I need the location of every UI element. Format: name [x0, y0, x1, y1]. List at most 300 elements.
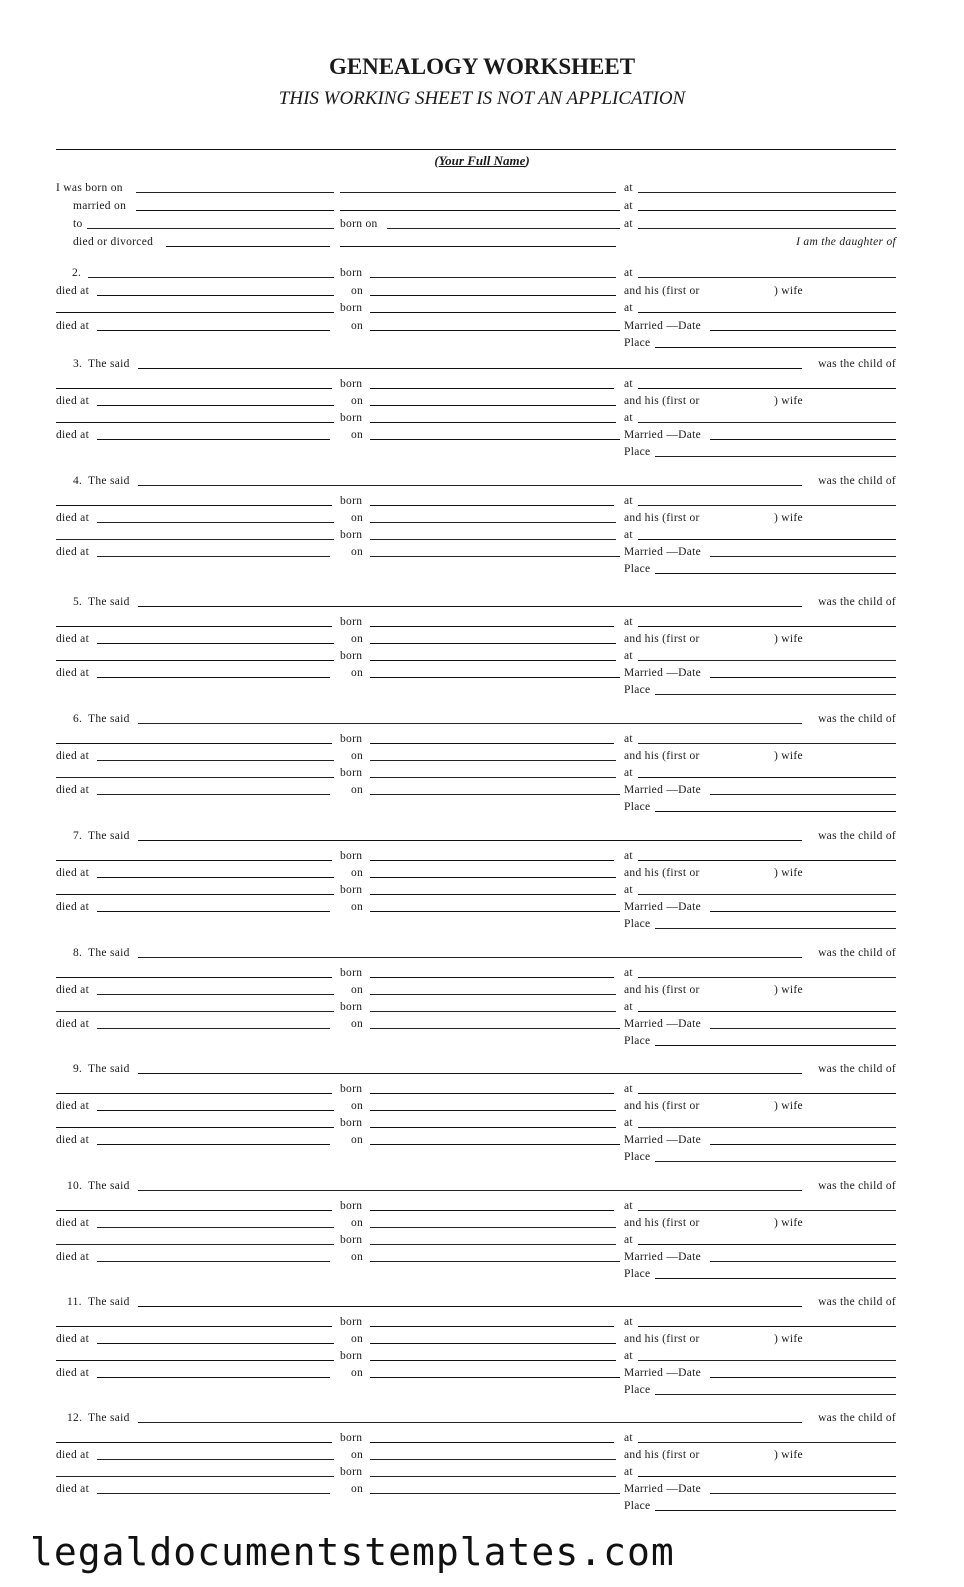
gen-mother-name-field[interactable] — [56, 1476, 334, 1477]
on-label: on — [351, 901, 364, 913]
gen-marriage-date-field[interactable] — [710, 794, 896, 795]
gen-mother-death-date-field[interactable] — [370, 1028, 620, 1029]
born-label: born — [340, 850, 363, 862]
gen-wife-birth-place-field[interactable] — [638, 312, 896, 313]
at-label: at — [624, 967, 633, 979]
on-label: on — [351, 867, 364, 879]
at-label: at — [624, 1350, 633, 1362]
wife-label: ) wife — [774, 984, 803, 996]
born-label: born — [340, 302, 363, 314]
birth-date-field[interactable] — [136, 192, 334, 193]
gen-number: 7. — [73, 830, 83, 842]
first-or-label: and his (first or — [624, 750, 700, 762]
gen-father-death-place-field[interactable] — [97, 877, 334, 878]
at-label: at — [624, 1083, 633, 1095]
child-of-label: was the child of — [818, 475, 896, 487]
place-label: Place — [624, 1268, 651, 1280]
full-name-line[interactable] — [56, 149, 896, 150]
at-label: at — [624, 1234, 633, 1246]
gen-marriage-place-field[interactable] — [655, 573, 896, 574]
died-at-label: died at — [56, 512, 90, 524]
gen-death-date-field[interactable] — [370, 295, 616, 296]
gen-father-death-date-field[interactable] — [370, 877, 616, 878]
gen-marriage-place-field[interactable] — [655, 1278, 896, 1279]
gen-birth-place-field[interactable] — [638, 277, 896, 278]
at-label: at — [624, 267, 633, 279]
watermark: legaldocumentstemplates.com — [30, 1530, 675, 1574]
gen-father-name-field[interactable] — [56, 977, 332, 978]
first-or-label: and his (first or — [624, 1100, 700, 1112]
on-label: on — [351, 784, 364, 796]
married-date-label: Married —Date — [624, 320, 702, 332]
gen-father-birth-date-field[interactable] — [370, 1442, 614, 1443]
gen-marriage-date-field[interactable] — [710, 677, 896, 678]
died-at-label: died at — [56, 1134, 90, 1146]
place-label: Place — [624, 563, 651, 575]
gen-number: 8. — [73, 947, 83, 959]
gen-marriage-place-field[interactable] — [655, 1394, 896, 1395]
died-at-label: died at — [56, 1018, 90, 1030]
gen-mother-birth-date-field[interactable] — [370, 1476, 616, 1477]
married-date-label: Married —Date — [624, 1367, 702, 1379]
gen-mother-death-place-field[interactable] — [97, 1493, 330, 1494]
gen-mother-death-date-field[interactable] — [370, 794, 620, 795]
died-at-label: died at — [56, 1217, 90, 1229]
gen-father-birth-date-field[interactable] — [370, 626, 614, 627]
gen-mother-birth-date-field[interactable] — [370, 894, 616, 895]
born-label: born — [340, 1350, 363, 1362]
first-or-label: and his (first or — [624, 633, 700, 645]
marriage-date-field[interactable] — [136, 210, 334, 211]
gen-marriage-place-field[interactable] — [655, 347, 896, 348]
gen-mother-birth-place-field[interactable] — [638, 777, 896, 778]
died-at-label: died at — [56, 546, 90, 558]
gen-mother-death-date-field[interactable] — [370, 1261, 620, 1262]
gen-person-name-field[interactable] — [138, 1422, 802, 1423]
gen-father-birth-date-field[interactable] — [370, 505, 614, 506]
spouse-birth-date-field[interactable] — [387, 228, 620, 229]
born-label: born — [340, 1234, 363, 1246]
married-date-label: Married —Date — [624, 667, 702, 679]
the-said-label: The said — [88, 1296, 130, 1308]
born-label: born — [340, 1200, 363, 1212]
at-label: at — [624, 1117, 633, 1129]
gen-person-name-field[interactable] — [138, 723, 802, 724]
on-label: on — [351, 546, 364, 558]
at-label: at — [624, 1200, 633, 1212]
gen-mother-death-date-field[interactable] — [370, 1144, 620, 1145]
gen-father-name-field[interactable] — [56, 743, 332, 744]
gen-mother-death-place-field[interactable] — [97, 556, 330, 557]
gen-wife-name-field[interactable] — [56, 312, 334, 313]
died-at-label: died at — [56, 1251, 90, 1263]
gen-person-name-field[interactable] — [138, 1073, 802, 1074]
on-label: on — [351, 633, 364, 645]
gen-father-death-place-field[interactable] — [97, 522, 334, 523]
gen-father-birth-date-field[interactable] — [370, 977, 614, 978]
gen-father-birth-date-field[interactable] — [370, 743, 614, 744]
gen-mother-death-place-field[interactable] — [97, 1028, 330, 1029]
born-label: born — [340, 495, 363, 507]
died-at-label: died at — [56, 1483, 90, 1495]
gen-number: 5. — [73, 596, 83, 608]
gen-father-name-field[interactable] — [56, 1442, 332, 1443]
page-subtitle: THIS WORKING SHEET IS NOT AN APPLICATION — [278, 88, 686, 109]
gen-marriage-place-field[interactable] — [655, 1510, 896, 1511]
on-label: on — [351, 1100, 364, 1112]
the-said-label: The said — [88, 1412, 130, 1424]
gen-father-name-field[interactable] — [56, 626, 332, 627]
gen-number: 2. — [72, 267, 82, 279]
spouse-born-on-label: born on — [340, 218, 378, 230]
the-said-label: The said — [88, 830, 130, 842]
on-label: on — [351, 1449, 364, 1461]
born-label: born — [340, 1432, 363, 1444]
gen-marriage-place-field[interactable] — [655, 1161, 896, 1162]
first-or-label: and his (first or — [624, 512, 700, 524]
to-label: to — [73, 218, 83, 230]
gen-father-birth-place-field[interactable] — [638, 1442, 896, 1443]
gen-mother-birth-date-field[interactable] — [370, 1244, 616, 1245]
gen-mother-birth-date-field[interactable] — [370, 422, 616, 423]
on-label: on — [351, 750, 364, 762]
wife-label: ) wife — [774, 633, 803, 645]
first-or-label: and his (first or — [624, 867, 700, 879]
gen-father-death-date-field[interactable] — [370, 405, 616, 406]
gen-father-birth-place-field[interactable] — [638, 743, 896, 744]
died-or-divorced-field[interactable] — [166, 246, 330, 247]
gen-father-death-date-field[interactable] — [370, 643, 616, 644]
gen-mother-death-place-field[interactable] — [97, 794, 330, 795]
gen-marriage-date-field[interactable] — [710, 330, 896, 331]
born-label: born — [340, 378, 363, 390]
died-at-label: died at — [56, 633, 90, 645]
gen-father-death-date-field[interactable] — [370, 1110, 616, 1111]
first-or-label: and his (first or — [624, 395, 700, 407]
on-label: on — [351, 984, 364, 996]
gen-person-name-field[interactable] — [88, 277, 334, 278]
on-label: on — [351, 1483, 364, 1495]
gen-father-death-place-field[interactable] — [97, 1110, 334, 1111]
gen-marriage-date-field[interactable] — [710, 1261, 896, 1262]
wife-label: ) wife — [774, 512, 803, 524]
gen-marriage-date-field[interactable] — [710, 556, 896, 557]
gen-father-death-date-field[interactable] — [370, 1343, 616, 1344]
born-label: born — [340, 1117, 363, 1129]
gen-marriage-date-field[interactable] — [710, 1028, 896, 1029]
married-date-label: Married —Date — [624, 1483, 702, 1495]
gen-mother-birth-place-field[interactable] — [638, 1011, 896, 1012]
caption-text: Your Full Name — [438, 153, 526, 168]
died-at-label: died at — [56, 1333, 90, 1345]
wife-label: ) wife — [774, 395, 803, 407]
gen-person-name-field[interactable] — [138, 840, 802, 841]
on-label: on — [351, 512, 364, 524]
full-name-caption — [0, 153, 964, 169]
birth-at-label: at — [624, 182, 633, 194]
child-of-label: was the child of — [818, 830, 896, 842]
the-said-label: The said — [88, 596, 130, 608]
born-label: born — [340, 412, 363, 424]
gen-wife-death-date-field[interactable] — [370, 330, 620, 331]
marriage-place-field[interactable] — [638, 210, 896, 211]
gen-mother-birth-place-field[interactable] — [638, 1476, 896, 1477]
gen-mother-name-field[interactable] — [56, 1127, 334, 1128]
gen-mother-death-date-field[interactable] — [370, 439, 620, 440]
gen-father-death-date-field[interactable] — [370, 1227, 616, 1228]
gen-marriage-place-field[interactable] — [655, 928, 896, 929]
the-said-label: The said — [88, 1180, 130, 1192]
gen-mother-name-field[interactable] — [56, 1244, 334, 1245]
gen-mother-birth-date-field[interactable] — [370, 539, 616, 540]
gen-father-death-place-field[interactable] — [97, 643, 334, 644]
gen-mother-name-field[interactable] — [56, 1360, 334, 1361]
gen-father-death-place-field[interactable] — [97, 405, 334, 406]
child-of-label: was the child of — [818, 358, 896, 370]
at-label: at — [624, 767, 633, 779]
gen-marriage-date-field[interactable] — [710, 1493, 896, 1494]
gen-person-name-field[interactable] — [138, 606, 802, 607]
gen-mother-death-date-field[interactable] — [370, 1493, 620, 1494]
gen-mother-name-field[interactable] — [56, 660, 334, 661]
gen-mother-birth-date-field[interactable] — [370, 660, 616, 661]
the-said-label: The said — [88, 475, 130, 487]
gen-wife-death-place-field[interactable] — [97, 330, 330, 331]
first-or-label: and his (first or — [624, 984, 700, 996]
married-date-label: Married —Date — [624, 901, 702, 913]
gen-mother-birth-place-field[interactable] — [638, 1360, 896, 1361]
gen-father-birth-date-field[interactable] — [370, 860, 614, 861]
gen-mother-birth-place-field[interactable] — [638, 539, 896, 540]
gen-marriage-date-field[interactable] — [710, 439, 896, 440]
gen-mother-death-place-field[interactable] — [97, 1144, 330, 1145]
died-or-divorced-extra-field[interactable] — [340, 246, 616, 247]
gen-father-birth-place-field[interactable] — [638, 1093, 896, 1094]
child-of-label: was the child of — [818, 1063, 896, 1075]
gen-marriage-place-field[interactable] — [655, 1045, 896, 1046]
gen-wife-birth-date-field[interactable] — [370, 312, 616, 313]
born-label: born — [340, 1466, 363, 1478]
gen-father-birth-place-field[interactable] — [638, 977, 896, 978]
born-label: born — [340, 616, 363, 628]
gen-mother-death-place-field[interactable] — [97, 1261, 330, 1262]
gen-father-birth-place-field[interactable] — [638, 388, 896, 389]
gen-father-birth-date-field[interactable] — [370, 1326, 614, 1327]
the-said-label: The said — [88, 358, 130, 370]
gen-mother-birth-date-field[interactable] — [370, 777, 616, 778]
gen-father-death-place-field[interactable] — [97, 1227, 334, 1228]
married-date-label: Married —Date — [624, 1134, 702, 1146]
gen-mother-name-field[interactable] — [56, 1011, 334, 1012]
gen-mother-birth-place-field[interactable] — [638, 1127, 896, 1128]
gen-person-name-field[interactable] — [138, 1190, 802, 1191]
page-title: GENEALOGY WORKSHEET — [328, 54, 636, 79]
on-label: on — [351, 667, 364, 679]
gen-father-name-field[interactable] — [56, 505, 332, 506]
marriage-at-label: at — [624, 200, 633, 212]
died-at-label: died at — [56, 285, 90, 297]
gen-marriage-place-field[interactable] — [655, 811, 896, 812]
place-label: Place — [624, 1384, 651, 1396]
wife-label: ) wife — [774, 867, 803, 879]
on-label: on — [351, 1217, 364, 1229]
gen-marriage-date-field[interactable] — [710, 1377, 896, 1378]
place-label: Place — [624, 337, 651, 349]
gen-father-birth-place-field[interactable] — [638, 626, 896, 627]
on-label: on — [351, 395, 364, 407]
married-date-label: Married —Date — [624, 546, 702, 558]
gen-number: 11. — [67, 1296, 82, 1308]
on-label: on — [351, 285, 364, 297]
gen-person-name-field[interactable] — [138, 368, 802, 369]
gen-father-death-date-field[interactable] — [370, 760, 616, 761]
wife-label: ) wife — [774, 1100, 803, 1112]
child-of-label: was the child of — [818, 1180, 896, 1192]
gen-father-birth-place-field[interactable] — [638, 1326, 896, 1327]
at-label: at — [624, 1466, 633, 1478]
gen-father-birth-place-field[interactable] — [638, 860, 896, 861]
on-label: on — [351, 1018, 364, 1030]
gen-number: 12. — [67, 1412, 83, 1424]
gen-father-name-field[interactable] — [56, 1210, 332, 1211]
gen-mother-birth-place-field[interactable] — [638, 660, 896, 661]
born-label: born — [340, 733, 363, 745]
gen-marriage-date-field[interactable] — [710, 911, 896, 912]
caption-paren-close: ) — [525, 153, 530, 168]
birth-place-field[interactable] — [638, 192, 896, 193]
place-label: Place — [624, 1500, 651, 1512]
gen-person-name-field[interactable] — [138, 485, 802, 486]
marriage-extra-field[interactable] — [340, 210, 620, 211]
gen-father-name-field[interactable] — [56, 388, 332, 389]
born-label: born — [340, 767, 363, 779]
spouse-name-field[interactable] — [87, 228, 334, 229]
wife-label: ) wife — [774, 1333, 803, 1345]
born-label: born — [340, 650, 363, 662]
married-date-label: Married —Date — [624, 784, 702, 796]
gen-father-birth-place-field[interactable] — [638, 505, 896, 506]
died-at-label: died at — [56, 984, 90, 996]
at-label: at — [624, 1432, 633, 1444]
place-label: Place — [624, 446, 651, 458]
gen-mother-death-date-field[interactable] — [370, 911, 620, 912]
gen-father-death-place-field[interactable] — [97, 1459, 334, 1460]
gen-father-name-field[interactable] — [56, 860, 332, 861]
on-label: on — [351, 1367, 364, 1379]
daughter-of-label: I am the daughter of — [796, 236, 896, 248]
gen-mother-death-date-field[interactable] — [370, 556, 620, 557]
died-at-label: died at — [56, 320, 90, 332]
gen-mother-birth-place-field[interactable] — [638, 894, 896, 895]
gen-mother-death-place-field[interactable] — [97, 911, 330, 912]
gen-mother-death-date-field[interactable] — [370, 677, 620, 678]
gen-marriage-place-field[interactable] — [655, 694, 896, 695]
place-label: Place — [624, 918, 651, 930]
at-label: at — [624, 378, 633, 390]
gen-father-birth-date-field[interactable] — [370, 388, 614, 389]
wife-label: ) wife — [774, 750, 803, 762]
at-label: at — [624, 529, 633, 541]
born-on-label: I was born on — [56, 182, 123, 194]
wife-label: ) wife — [774, 1217, 803, 1229]
at-label: at — [624, 1316, 633, 1328]
gen-father-death-place-field[interactable] — [97, 760, 334, 761]
gen-mother-birth-date-field[interactable] — [370, 1011, 616, 1012]
died-at-label: died at — [56, 1449, 90, 1461]
child-of-label: was the child of — [818, 596, 896, 608]
born-label: born — [340, 1001, 363, 1013]
born-label: born — [340, 1083, 363, 1095]
on-label: on — [351, 1251, 364, 1263]
gen-father-death-place-field[interactable] — [97, 1343, 334, 1344]
child-of-label: was the child of — [818, 1296, 896, 1308]
place-label: Place — [624, 1035, 651, 1047]
the-said-label: The said — [88, 947, 130, 959]
gen-mother-birth-date-field[interactable] — [370, 1127, 616, 1128]
gen-person-name-field[interactable] — [138, 1306, 802, 1307]
gen-father-birth-date-field[interactable] — [370, 1093, 614, 1094]
on-label: on — [351, 1333, 364, 1345]
gen-mother-birth-place-field[interactable] — [638, 1244, 896, 1245]
gen-mother-death-place-field[interactable] — [97, 439, 330, 440]
gen-marriage-date-field[interactable] — [710, 1144, 896, 1145]
gen-mother-name-field[interactable] — [56, 539, 334, 540]
gen-father-death-date-field[interactable] — [370, 522, 616, 523]
gen-mother-name-field[interactable] — [56, 422, 334, 423]
gen-mother-name-field[interactable] — [56, 777, 334, 778]
gen-death-place-field[interactable] — [97, 295, 334, 296]
died-at-label: died at — [56, 1367, 90, 1379]
gen-mother-death-place-field[interactable] — [97, 1377, 330, 1378]
wife-label: ) wife — [774, 285, 803, 297]
born-label: born — [340, 267, 363, 279]
gen-father-birth-date-field[interactable] — [370, 1210, 614, 1211]
at-label: at — [624, 412, 633, 424]
gen-mother-birth-date-field[interactable] — [370, 1360, 616, 1361]
died-at-label: died at — [56, 901, 90, 913]
first-or-label: and his (first or — [624, 1217, 700, 1229]
place-label: Place — [624, 1151, 651, 1163]
first-or-label: and his (first or — [624, 285, 700, 297]
at-label: at — [624, 1001, 633, 1013]
died-at-label: died at — [56, 667, 90, 679]
wife-label: ) wife — [774, 1449, 803, 1461]
gen-person-name-field[interactable] — [138, 957, 802, 958]
married-date-label: Married —Date — [624, 429, 702, 441]
gen-father-birth-place-field[interactable] — [638, 1210, 896, 1211]
gen-father-name-field[interactable] — [56, 1093, 332, 1094]
gen-mother-death-place-field[interactable] — [97, 677, 330, 678]
child-of-label: was the child of — [818, 947, 896, 959]
gen-mother-name-field[interactable] — [56, 894, 334, 895]
gen-birth-date-field[interactable] — [370, 277, 616, 278]
gen-number: 6. — [73, 713, 83, 725]
gen-mother-birth-place-field[interactable] — [638, 422, 896, 423]
child-of-label: was the child of — [818, 1412, 896, 1424]
gen-father-death-place-field[interactable] — [97, 994, 334, 995]
gen-marriage-place-field[interactable] — [655, 456, 896, 457]
birth-extra-field[interactable] — [340, 192, 616, 193]
gen-father-death-date-field[interactable] — [370, 994, 616, 995]
on-label: on — [351, 320, 364, 332]
gen-mother-death-date-field[interactable] — [370, 1377, 620, 1378]
died-at-label: died at — [56, 750, 90, 762]
gen-father-death-date-field[interactable] — [370, 1459, 616, 1460]
at-label: at — [624, 495, 633, 507]
gen-father-name-field[interactable] — [56, 1326, 332, 1327]
gen-number: 9. — [73, 1063, 83, 1075]
spouse-birth-place-field[interactable] — [638, 228, 896, 229]
